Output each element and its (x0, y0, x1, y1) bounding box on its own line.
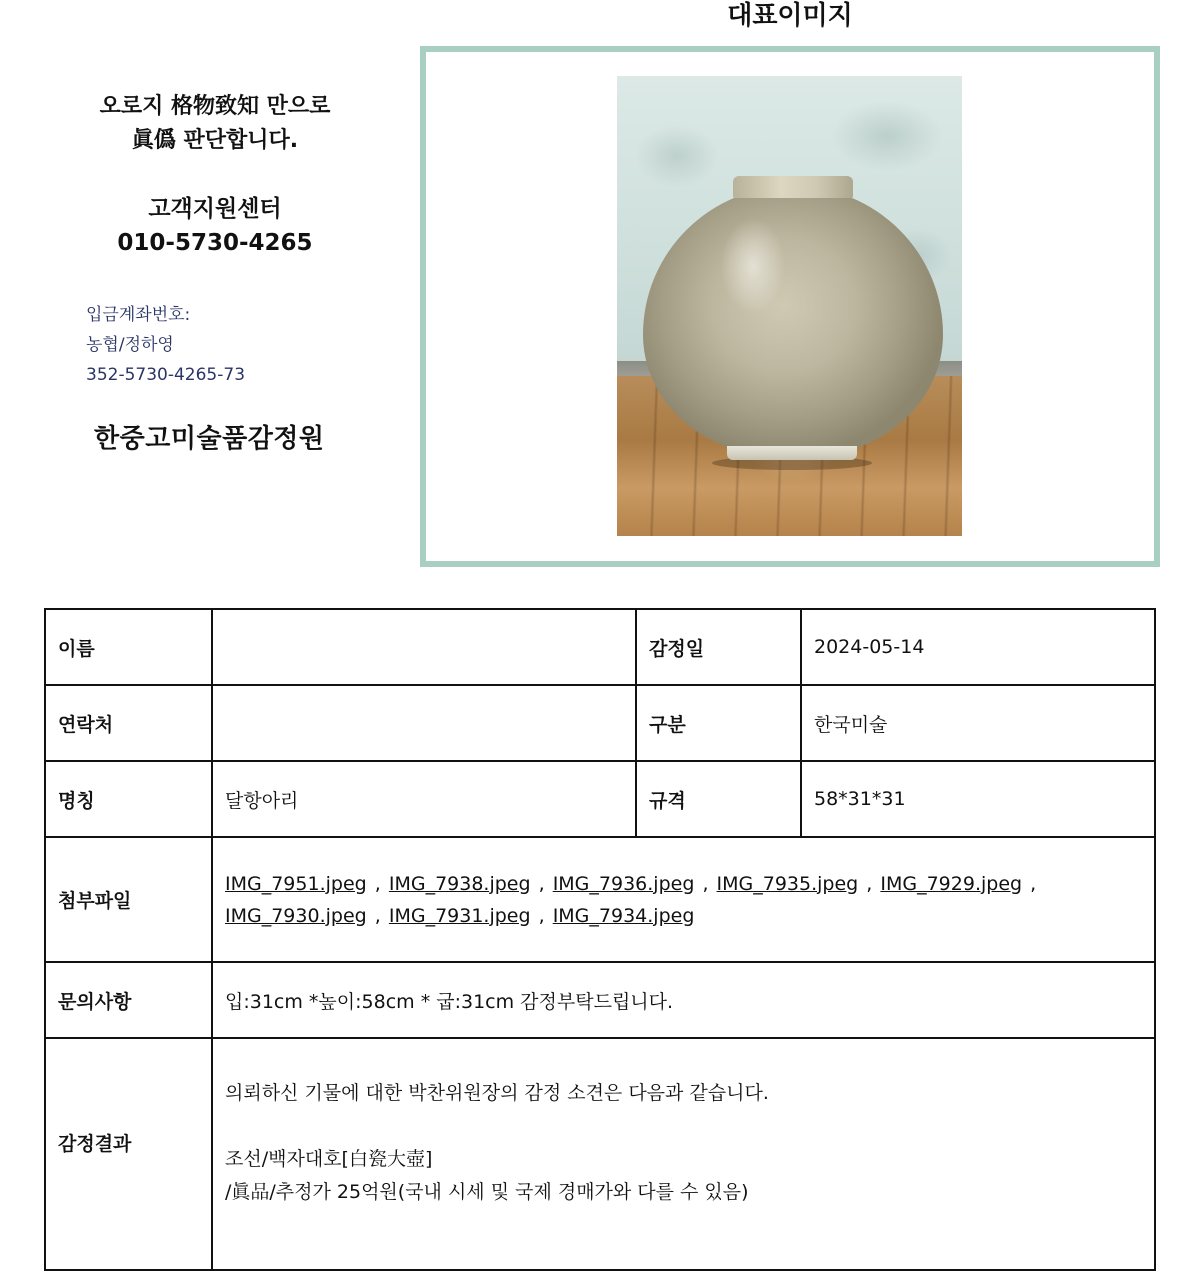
attachment-link[interactable]: IMG_7938.jpeg (388, 872, 531, 895)
size-label: 규격 (636, 761, 801, 837)
result-value (212, 1038, 1155, 1270)
appraisal-result-label: 감정결과 (58, 1133, 132, 1155)
result-line-3: /眞品/추정가 25억원(국내 시세 및 국제 경매가와 다를 수 있음) (225, 1181, 749, 1203)
attachments-line-2 (225, 900, 1142, 932)
attachment-link[interactable]: IMG_7951.jpeg (225, 872, 367, 895)
category-value: 한국미술 (801, 685, 1155, 761)
result-line-1: 의뢰하신 기물에 대한 박찬위원장의 감정 소견은 다음과 같습니다. (225, 1082, 769, 1104)
tagline (60, 90, 370, 158)
table-row-result (45, 1038, 1155, 1270)
contact-value (212, 685, 636, 761)
support-phone: 010-5730-4265 (117, 230, 313, 256)
category-label: 구분 (636, 685, 801, 761)
attachment-link[interactable]: IMG_7934.jpeg (552, 904, 695, 927)
result-label-cell (45, 1038, 212, 1270)
jar-neck (733, 176, 853, 198)
attachment-separator: , (1030, 872, 1037, 895)
attachment-link[interactable]: IMG_7936.jpeg (552, 872, 695, 895)
representative-image-title: 대표이미지 (727, 1, 853, 31)
bank-account-number: 352-5730-4265-73 (86, 365, 246, 385)
appraisal-date-label: 감정일 (636, 609, 801, 685)
size-value: 58*31*31 (801, 761, 1155, 837)
attachments-line-1 (225, 868, 1142, 900)
table-row-inquiry (45, 962, 1155, 1038)
attachment-link[interactable]: IMG_7935.jpeg (716, 872, 859, 895)
inquiry-label: 문의사항 (45, 962, 212, 1038)
attachments-value (212, 837, 1155, 962)
appraisal-date-value: 2024-05-14 (801, 609, 1155, 685)
table-row-contact (45, 685, 1155, 761)
attachments-label: 첨부파일 (45, 837, 212, 962)
table-row-title (45, 761, 1155, 837)
contact-label: 연락처 (45, 685, 212, 761)
moon-jar-photo[interactable] (617, 76, 962, 536)
tagline-line-1: 오로지 格物致知 만으로 (99, 94, 331, 119)
attachment-separator: , (866, 872, 873, 895)
attachment-link[interactable]: IMG_7931.jpeg (388, 904, 531, 927)
company-info (60, 90, 380, 455)
organization-name: 한중고미술품감정원 (94, 424, 325, 454)
attachment-separator: , (702, 872, 709, 895)
support-title: 고객지원센터 (148, 196, 282, 222)
name-label: 이름 (45, 609, 212, 685)
attachment-separator: , (538, 904, 545, 927)
attachment-link[interactable]: IMG_7930.jpeg (225, 904, 367, 927)
result-line-2: 조선/백자대호[白瓷大壺] (225, 1148, 433, 1170)
bank-label: 입금계좌번호: (86, 305, 191, 325)
appraisal-result-text (225, 1039, 1142, 1209)
attachment-link[interactable]: IMG_7929.jpeg (880, 872, 1023, 895)
inquiry-value: 입:31cm *높이:58cm * 굽:31cm 감정부탁드립니다. (212, 962, 1155, 1038)
table-row-attachments (45, 837, 1155, 962)
bank-account-info (86, 300, 380, 390)
support-center (60, 192, 370, 260)
name-value (212, 609, 636, 685)
representative-image-frame (420, 46, 1160, 567)
attachment-separator: , (374, 872, 381, 895)
tagline-line-2: 眞僞 판단합니다. (131, 128, 299, 153)
jar-foot (727, 446, 857, 460)
item-title-label: 명칭 (45, 761, 212, 837)
bank-holder: 농협/정하영 (86, 335, 174, 355)
attachment-separator: , (538, 872, 545, 895)
item-title-value: 달항아리 (212, 761, 636, 837)
attachment-separator: , (374, 904, 381, 927)
appraisal-info-table (44, 608, 1156, 1271)
table-row-name (45, 609, 1155, 685)
